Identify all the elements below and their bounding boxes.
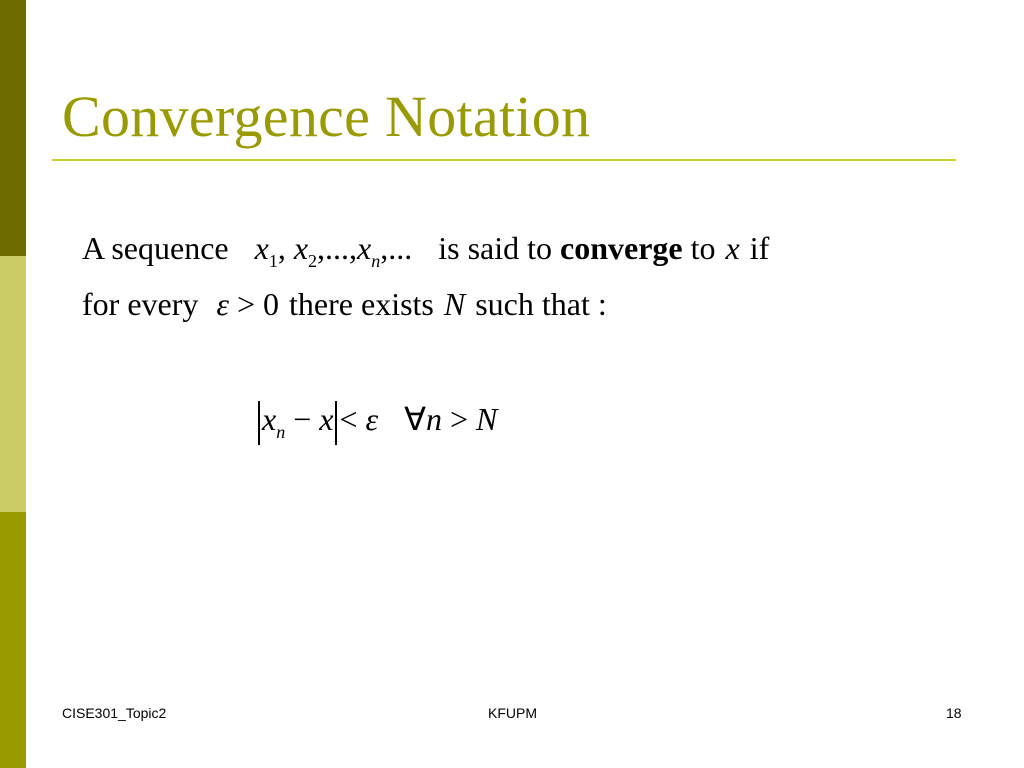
sidebar-decoration: [0, 0, 26, 768]
less-than-sign: <: [339, 401, 358, 437]
title-divider: [52, 159, 956, 161]
sequence-trail: ,...: [380, 230, 413, 266]
convergence-formula: [256, 397, 497, 446]
epsilon-symbol: ε: [216, 286, 229, 322]
forall-symbol: ∀: [404, 401, 426, 437]
sequence-intro: A sequence: [82, 230, 229, 266]
minus-sign: −: [293, 401, 312, 437]
there-exists-text: there exists: [289, 286, 434, 322]
footer-institution: KFUPM: [488, 705, 537, 721]
definition-line-2: [82, 284, 607, 324]
formula-n: n: [426, 401, 442, 437]
formula-N: N: [476, 401, 498, 437]
sequence-dots: ,...,: [317, 230, 358, 266]
sequence-term-2: $x_2$: [293, 230, 318, 271]
such-that-text: such that :: [475, 286, 607, 322]
sidebar-bar-top: [0, 0, 26, 256]
formula-x: x: [319, 401, 334, 437]
sequence-term-n: $x_n$: [357, 230, 381, 271]
formula-x-n: $x_n$: [262, 401, 286, 442]
slide-title: Convergence Notation: [62, 84, 591, 149]
if-text: if: [749, 230, 770, 266]
sidebar-bar-middle: [0, 256, 26, 512]
abs-bar-left: [258, 401, 260, 445]
footer-course-label: CISE301_Topic2: [62, 705, 167, 721]
epsilon-condition: > 0: [236, 286, 280, 322]
greater-than-sign: >: [450, 401, 469, 437]
N-symbol: N: [443, 286, 466, 322]
abs-bar-right: [335, 401, 337, 445]
sequence-term-1: $x_1$: [254, 230, 278, 271]
for-every-text: for every: [82, 286, 199, 322]
footer-page-number: 18: [946, 705, 962, 721]
said-to-text: is said to: [438, 230, 552, 266]
limit-variable: x: [725, 230, 740, 266]
to-text: to: [690, 230, 716, 266]
formula-epsilon: ε: [365, 401, 379, 437]
converge-term: converge: [560, 230, 683, 266]
definition-line-1: A sequence $x_1$, $x_2,...,x_n$,... is said to converge to x if: [82, 230, 770, 271]
sidebar-bar-bottom: [0, 512, 26, 768]
